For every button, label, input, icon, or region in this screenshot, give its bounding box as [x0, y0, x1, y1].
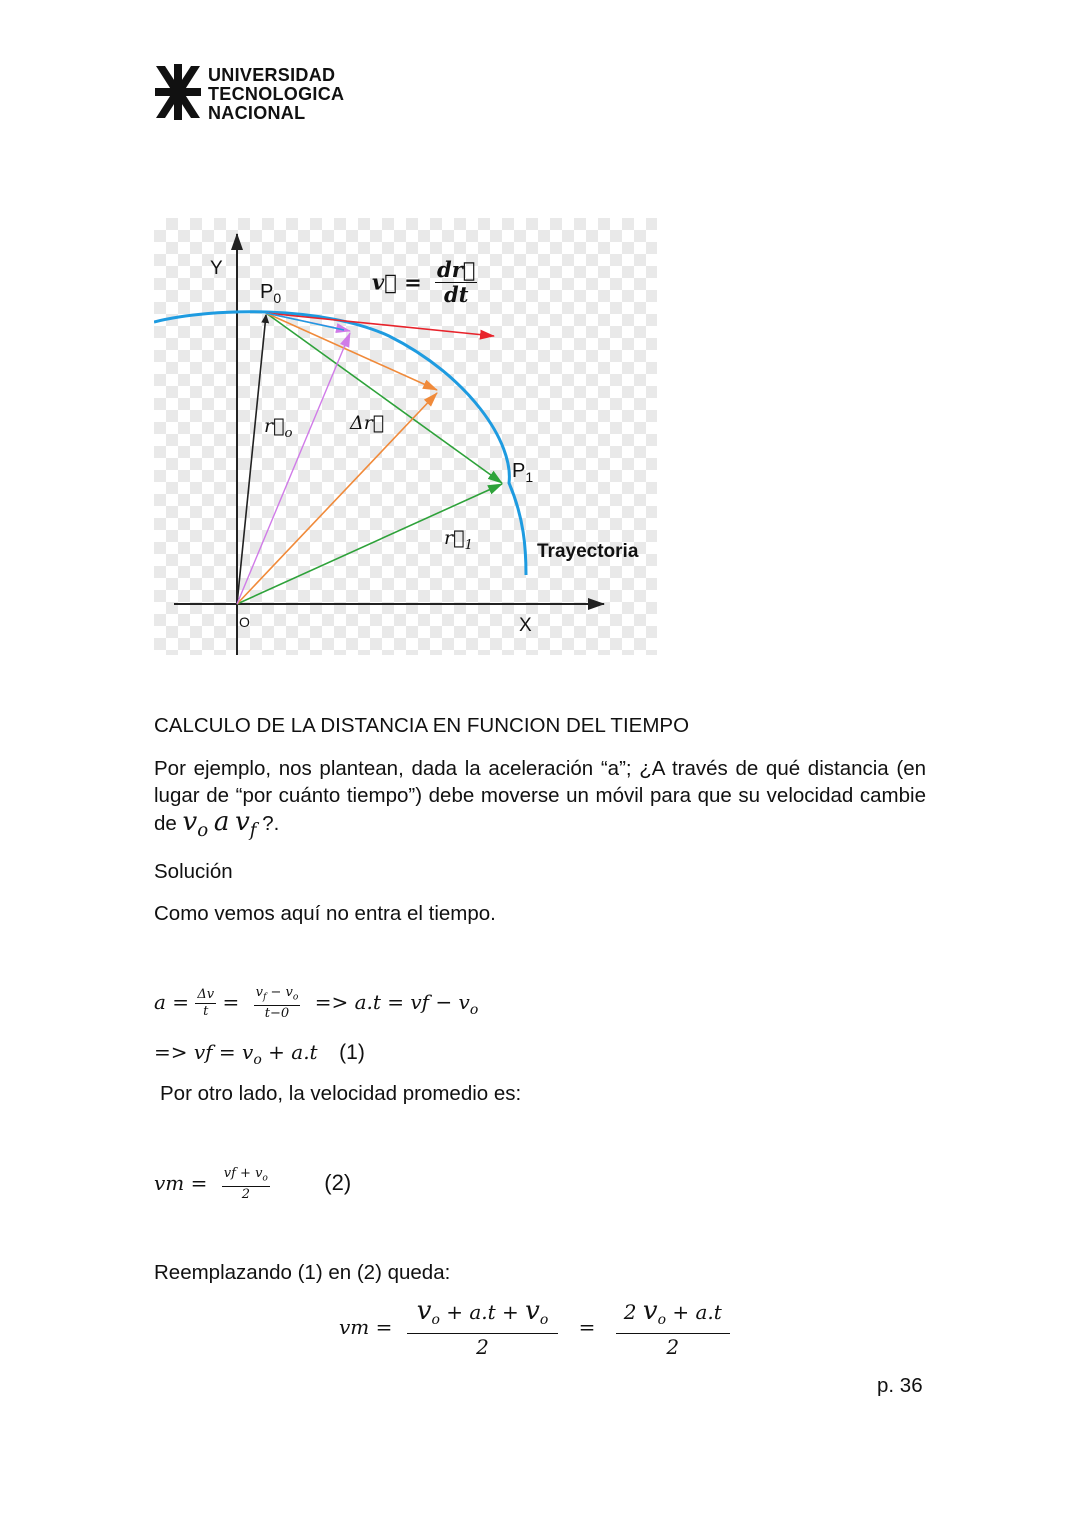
r1-label: $r⃗_1$ — [444, 527, 473, 553]
solution-label: Solución — [154, 860, 233, 883]
delta-r-to-p1 — [266, 313, 502, 483]
x-axis-label: X — [519, 615, 532, 636]
logo-line-2: TECNOLOGICA — [208, 84, 345, 104]
equation-substitution: vm = $\frac{v_o + a.t + v_o}{2}$ = $\frac{2 v_o + a.t}{2}$ — [339, 1297, 730, 1360]
trajectory-label: Trayectoria — [537, 541, 639, 562]
y-axis-label: Y — [210, 258, 223, 279]
r0-label: $r⃗_o$ — [264, 415, 293, 441]
paragraph-1: Por ejemplo, nos plantean, dada la aceleración “a”; ¿A través de qué distancia (en lugar de “por cuánto tiempo”) debe moverse un móvil para que su velocidad cambie de $v_o$ a $v_f$ ?. — [154, 757, 926, 842]
paragraph-4: Reemplazando (1) en (2) queda: — [154, 1261, 451, 1284]
section-title: CALCULO DE LA DISTANCIA EN FUNCION DEL TIEMPO — [154, 714, 690, 737]
velocity-formula: v⃗ = $\frac{dr⃗}{dt}$ — [372, 257, 476, 307]
equation-average-velocity: vm = $\frac{vf + v_o}{2}$ (2) — [154, 1165, 352, 1203]
equation-acceleration: a = $\frac{\Delta v}{t}$ = $\frac{v_f - v_o}{t-0}$ => a.t = vf − $v_o$ — [154, 984, 479, 1022]
trajectory-figure — [154, 218, 657, 655]
utn-emblem-icon — [155, 64, 201, 120]
logo-line-1: UNIVERSIDAD — [208, 65, 336, 85]
paragraph-2: Como vemos aquí no entra el tiempo. — [154, 902, 496, 925]
p1-label: $P_1$ — [512, 460, 534, 485]
utn-logo — [155, 64, 370, 124]
origin-label: O — [239, 614, 250, 630]
delta-r-label: Δr⃗ — [350, 412, 385, 434]
logo-line-3: NACIONAL — [208, 103, 306, 123]
paragraph-3: Por otro lado, la velocidad promedio es: — [160, 1082, 522, 1105]
equation-final-velocity: => vf = $v_o + a.t$ (1) — [154, 1040, 365, 1068]
p0-label: $P_0$ — [260, 281, 282, 306]
r-violet — [237, 333, 350, 604]
page-number: p. 36 — [877, 1374, 923, 1397]
r0-vector — [237, 315, 266, 604]
delta-r-orange — [266, 313, 437, 390]
